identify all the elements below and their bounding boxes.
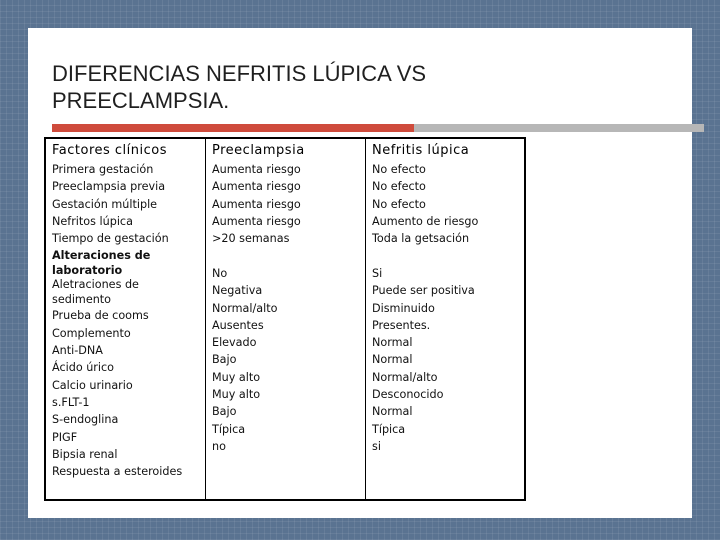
list-item: Complemento	[52, 326, 131, 340]
list-item: Primera gestación	[52, 163, 154, 176]
list-item: Nefritos lúpica	[52, 214, 133, 228]
list-item: Respuesta a esteroides	[52, 465, 183, 479]
list-item: Si	[372, 267, 383, 280]
list-item: Gestación múltiple	[52, 197, 158, 211]
list-item: No efecto	[372, 197, 426, 211]
list-item: Típica	[372, 422, 406, 436]
list-item: Normal	[372, 405, 413, 419]
lab-subheading: Alteraciones de	[52, 249, 151, 263]
list-item: Negativa	[212, 284, 263, 298]
list-item: si	[372, 439, 381, 453]
title-underline-gray	[414, 124, 704, 132]
list-item: Ausentes	[212, 318, 264, 332]
list-item: Normal/alto	[372, 370, 438, 384]
list-item: no	[212, 439, 226, 453]
list-item: No efecto	[372, 180, 426, 194]
list-item: Presentes.	[372, 318, 431, 332]
list-item: Ácido úrico	[52, 361, 115, 375]
nefritis-lab-list	[372, 265, 475, 455]
list-item: Calcio urinario	[52, 378, 133, 392]
list-item: Típica	[212, 422, 246, 436]
preeclampsia-lab-list	[212, 265, 277, 455]
list-item: Preeclampsia previa	[52, 180, 166, 194]
list-item: Aletraciones de	[52, 278, 139, 292]
list-item: Normal/alto	[212, 301, 278, 315]
slide-title: DIFERENCIAS NEFRITIS LÚPICA VS PREECLAMPSIA.	[52, 61, 427, 113]
factor-list	[52, 161, 182, 480]
list-item: S-endoglina	[52, 413, 119, 427]
list-item: Desconocido	[372, 388, 444, 402]
list-item: Aumento de riesgo	[372, 214, 479, 228]
list-item: s.FLT-1	[52, 395, 90, 409]
list-item: Elevado	[212, 336, 257, 350]
list-item: Aumenta riesgo	[212, 163, 301, 176]
column-factores-clinicos	[46, 139, 206, 499]
list-item: No	[212, 267, 228, 280]
title-underline-red	[52, 124, 414, 132]
list-item: Muy alto	[212, 388, 261, 402]
list-item: Prueba de cooms	[52, 309, 149, 323]
list-item: >20 semanas	[212, 232, 290, 246]
column-nefritis-lupica	[366, 139, 524, 499]
list-item: Tiempo de gestación	[52, 232, 169, 246]
list-item: PIGF	[52, 430, 78, 444]
list-item: Bajo	[212, 405, 237, 419]
list-item: Bipsia renal	[52, 447, 118, 461]
preeclampsia-risk-list	[212, 161, 301, 247]
column-header: Factores clínicos	[52, 143, 168, 158]
list-item: Aumenta riesgo	[212, 180, 301, 194]
list-item: Aumenta riesgo	[212, 197, 301, 211]
column-header: Preeclampsia	[212, 143, 305, 158]
list-item: Anti-DNA	[52, 344, 103, 358]
list-item: Muy alto	[212, 370, 261, 384]
comparison-table	[44, 137, 526, 501]
list-item: sedimento	[52, 293, 112, 307]
list-item: Puede ser positiva	[372, 284, 475, 298]
column-header: Nefritis lúpica	[372, 143, 470, 158]
list-item: Bajo	[212, 353, 237, 367]
list-item: Aumenta riesgo	[212, 214, 301, 228]
list-item: Toda la getsación	[372, 232, 470, 246]
nefritis-risk-list	[372, 161, 478, 247]
lab-subheading: laboratorio	[52, 264, 123, 278]
list-item: Normal	[372, 336, 413, 350]
list-item: Normal	[372, 353, 413, 367]
column-preeclampsia	[206, 139, 366, 499]
list-item: Disminuido	[372, 301, 435, 315]
list-item: No efecto	[372, 163, 426, 176]
